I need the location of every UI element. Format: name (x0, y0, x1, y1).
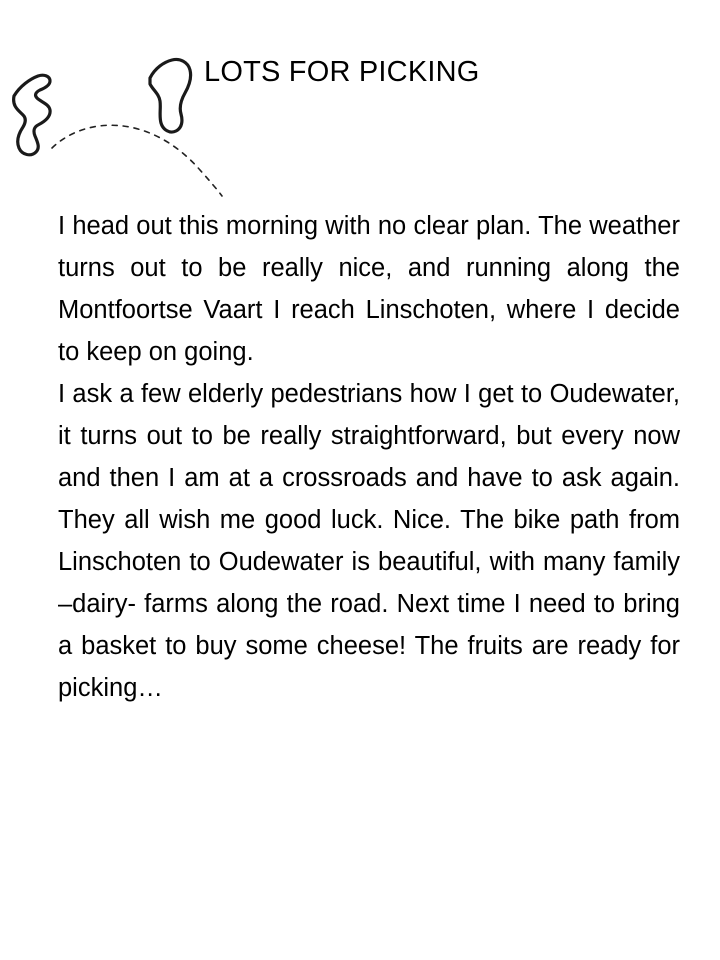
map-outline-shape-right (150, 59, 191, 132)
page-title: LOTS FOR PICKING (204, 56, 480, 88)
dashed-arc-connector (52, 125, 222, 196)
map-outline-shape-left (14, 75, 50, 155)
paragraph-1: I head out this morning with no clear plan. The weather turns out to be really nice, and running along the Montfoortse Vaart I reach Linschoten, where I decide to keep on going. (58, 212, 680, 366)
body-text (58, 205, 680, 709)
paragraph-2: I ask a few elderly pedestrians how I get to Oudewater, it turns out to be really straightforward, but every now and then I am at a crossroads and have to ask again. They all wish me good luck. Nice. The bike path from Linschoten to Oudewater is beautiful, with many family –dairy- farms along the road. Next time I need to bring a basket to buy some cheese! The fruits are ready for picking… (58, 380, 680, 702)
header-decoration (0, 0, 720, 210)
